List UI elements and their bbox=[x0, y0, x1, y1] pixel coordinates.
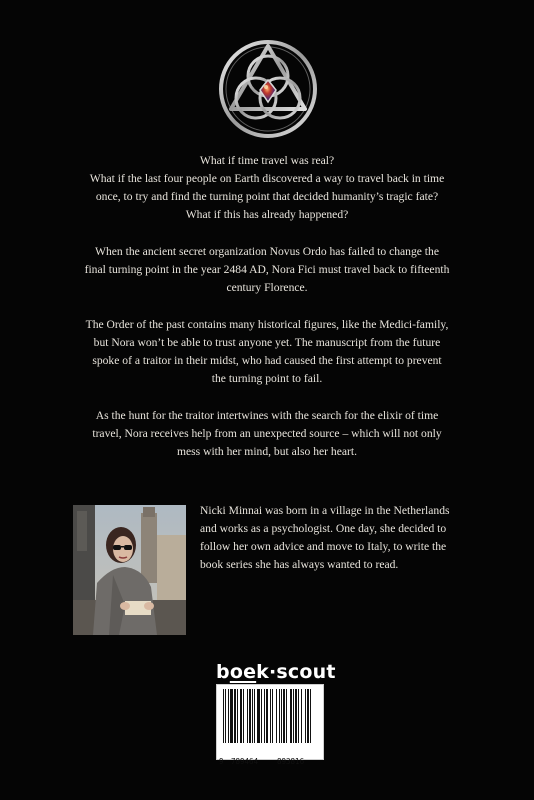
question-line: once, to try and find the turning point that decided humanity’s tragic fate? bbox=[95, 190, 439, 203]
bio-line: follow her own advice and move to Italy, to write the bbox=[200, 540, 447, 553]
question-line: What if this has already happened? bbox=[185, 208, 349, 221]
logo-text-prefix: b bbox=[216, 661, 230, 683]
publisher-logo bbox=[216, 661, 336, 685]
author-photo bbox=[73, 505, 186, 635]
author-bio bbox=[200, 502, 466, 574]
logo-text-underlined: oe bbox=[229, 661, 257, 683]
blurb-paragraph-3 bbox=[73, 407, 461, 461]
question-line: What if the last four people on Earth discovered a way to travel back in time bbox=[89, 172, 445, 185]
bio-line: and works as a psychologist. One day, she decided to bbox=[200, 522, 447, 535]
paragraph-line: travel, Nora receives help from an unexpected source – which will not only bbox=[92, 427, 442, 440]
paragraph-line: When the ancient secret organization Novus Ordo has failed to change the bbox=[95, 245, 439, 258]
paragraph-line: final turning point in the year 2484 AD, Nora Fici must travel back to fifteenth bbox=[84, 263, 450, 276]
isbn-barcode bbox=[216, 684, 324, 766]
paragraph-line: the turning point to fail. bbox=[211, 372, 323, 385]
question-line: What if time travel was real? bbox=[199, 154, 335, 167]
blurb-paragraph-2 bbox=[73, 316, 461, 388]
barcode-digit-group-1: 789464 bbox=[231, 757, 259, 766]
paragraph-line: but Nora won’t be able to trust anyone yet. The manuscript from the future bbox=[93, 336, 441, 349]
bio-line: Nicki Minnai was born in a village in the Netherlands bbox=[200, 504, 450, 517]
barcode-bars-icon bbox=[217, 685, 323, 747]
paragraph-line: spoke of a traitor in their midst, who had caused the first attempt to prevent bbox=[92, 354, 442, 367]
blurb-questions bbox=[73, 152, 461, 224]
paragraph-line: As the hunt for the traitor intertwines with the search for the elixir of time bbox=[95, 409, 439, 422]
bio-line: book series she has always wanted to read. bbox=[200, 558, 399, 571]
barcode-digit-first: 9 bbox=[219, 757, 224, 766]
barcode-digit-group-2: 893816 bbox=[277, 757, 305, 766]
paragraph-line: mess with her mind, but also her heart. bbox=[177, 445, 357, 458]
triquetra-emblem-icon bbox=[217, 38, 319, 140]
paragraph-line: The Order of the past contains many historical figures, like the Medici-family, bbox=[85, 318, 449, 331]
paragraph-line: century Florence. bbox=[226, 281, 308, 294]
logo-text-suffix: k·scout bbox=[256, 661, 336, 683]
blurb-paragraph-1 bbox=[73, 243, 461, 297]
